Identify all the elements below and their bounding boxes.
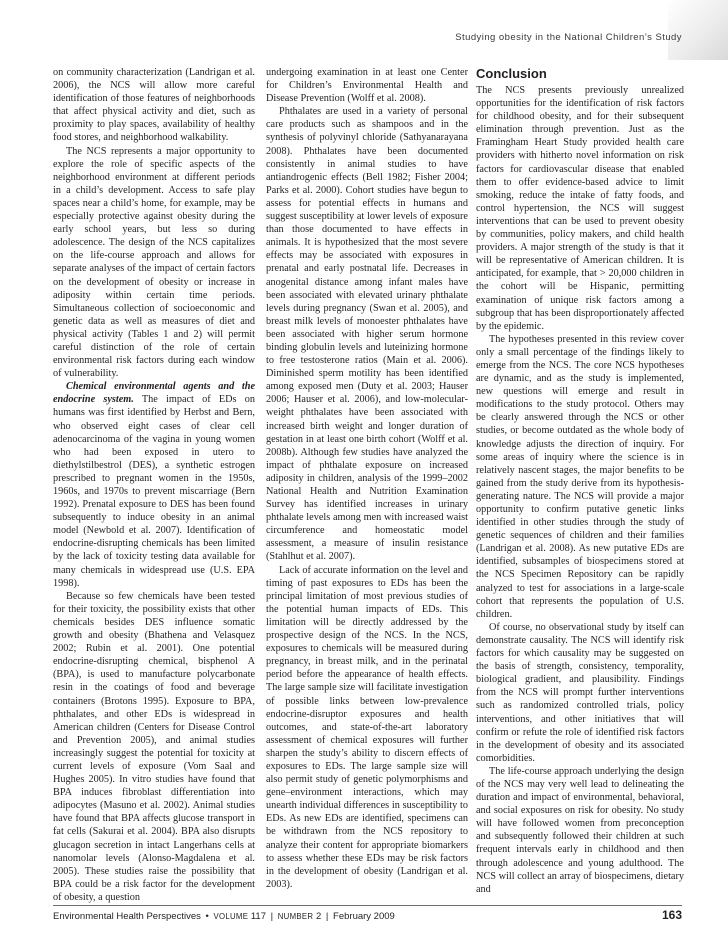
number-label: NUMBER: [277, 912, 314, 921]
paragraph: [53, 380, 255, 590]
paragraph-text: The impact of EDs on humans was first identified by Herbst and Bern, who observed eight cases of clear cell adenocarcinoma of the vagina in young women who had been exposed in utero to diethylstilbestrol (DES), a synthetic estrogen prescribed to pregnant women in the 1950s, 1960s, and 1970s to prevent miscarriage (Bern 1992). Prenatal exposure to DES has been found subsequently to induce obesity in an animal model (Newbold et al. 2007). Identification of endocrine-disrupting chemicals has been limited by the lack of toxicity testing data available for many chemicals in widespread use (U.S. EPA 1998).: [53, 394, 255, 589]
page-number: 163: [661, 908, 682, 922]
paragraph: The life-course approach underlying the design of the NCS may very well lead to delineating the duration and impact of environmental, behavioral, and social exposures on risk for obesity. No study will have followed women from preconception and subsequently followed their children at such frequent intervals early in childhood and then through adolescence and young adulthood. The NCS will collect an array of biospecimens, dietary and: [476, 765, 684, 895]
paragraph: Of course, no observational study by itself can demonstrate causality. The NCS will identify risk factors for which causality may be suggested on the basis of strength, consistency, temporality, biological gradient, and plausibility. Findings from the NCS will prompt further interventions such as randomized controlled trials, policy interventions, and other initiatives that will confirm or refute the role of identified risk factors in the development of obesity and its associated comorbidities.: [476, 621, 684, 764]
text-column-3: [476, 66, 684, 896]
volume-number: 117: [250, 911, 266, 922]
journal-name: Environmental Health Perspectives: [53, 911, 201, 922]
citation-separator: |: [325, 911, 329, 922]
text-column-2: [266, 66, 468, 891]
paragraph: undergoing examination in at least one Center for Children’s Environmental Health and Disease Prevention (Wolff et al. 2008).: [266, 67, 468, 105]
text-column-1: [53, 66, 255, 904]
issue-date: February 2009: [333, 911, 395, 922]
section-heading-conclusion: Conclusion: [476, 66, 547, 81]
journal-citation: [53, 911, 395, 922]
paragraph: Phthalates are used in a variety of personal care products such as shampoos and in the synthesis of polyvinyl chloride (Sathyanarayana 2008). Phthalates have been documented consistently in animal studies to have antiandrogenic effects (Bell 1982; Fisher 2004; Parks et al. 2000). Cohort studies have begun to assess for potential effects in humans and suggest susceptibility at lower levels of exposure than those documented to have effects in animals. It is hypothesized that the most severe effects may be associated with exposures in prenatal and early postnatal life. Decreases in anogenital distance among infant males have been associated with elevated urinary phthalate levels during pregnancy (Swan et al. 2005), and breast milk levels of monoester phthalates have been associated with higher serum hormone binding globulin levels and luteinizing hormone to free testosterone ratios (Main et al. 2006). Diminished sperm motility has been identified among exposed men (Duty et al. 2003; Hauser 2006; Hauser et al. 2006), and low-molecular-weight phthalates have been associated with increased birth weight and longer duration of gestation in at least one birth cohort (Wolff et al. 2008b). Although few studies have analyzed the impact of phthalate exposure on increased adiposity in children, analysis of the 1999–2002 National Health and Nutrition Examination Survey has identified increases in urinary phthalate levels among men with increased waist circumference and homeostatic model assessment, a measure of insulin resistance (Stahlhut et al. 2007).: [266, 106, 468, 563]
footer-rule: [53, 905, 682, 906]
citation-separator: |: [270, 911, 274, 922]
section-subheading: Chemical environmental agents and the endocrine system.: [53, 381, 255, 406]
paragraph: Because so few chemicals have been tested for their toxicity, the possibility exists that other chemicals besides DES influence somatic growth and obesity (Bhathena and Velasquez 2002; Rubin et al. 2001). One potential endocrine-disrupting chemical, bisphenol A (BPA), is used to manufacture polycarbonate resin in the coatings of food and beverage containers (Brotons 1995). Exposure to BPA, phthalates, and other EDs is widespread in American children (Centers for Disease Control and Prevention 2005), and animal studies increasingly suggest the potential for toxicity at current levels of exposure (Vom Saal and Hughes 2005). In vitro studies have found that BPA induces fibroblast differentiation into adipocytes (Masuno et al. 2002). Animal studies have found that BPA affects glucose transport in fat cells (Sakurai et al. 2004). BPA also disrupts glucagon secretion in intact Langerhans cells at nanomolar levels (Alonso-Magdalena et al. 2005). These studies raise the possibility that BPA could be a risk factor for the development of obesity, a question: [53, 590, 255, 903]
corner-decoration: [668, 0, 728, 60]
citation-bullet: •: [205, 911, 209, 922]
volume-label: VOLUME: [213, 912, 249, 921]
paragraph: The NCS presents previously unrealized opportunities for the identification of risk factors for childhood obesity, and for their subsequent elimination through prevention. Just as the Framingham Heart Study provided health care providers with hitherto novel information on risk factors for cardiovascular disease that enabled them to offer evidence-based advice to limit smoking, reduce the intake of fatty foods, and control hypertension, the NCS will suggest interventions that can be used to prevent obesity by communities, policy makers, and child health providers. A major strength of the study is that it will be representative of American children. It is anticipated, for example, that > 20,000 children in the cohort will be Hispanic, permitting examination of unique risk factors among a subgroup that has been disproportionately affected by the epidemic.: [476, 85, 684, 332]
paragraph: The NCS represents a major opportunity to explore the role of specific aspects of the neighborhood environment at different periods in a child’s development. Access to safe play spaces near a child’s home, for example, may be especially protective against obesity during the early school years, but less so during adolescence. The design of the NCS capitalizes on the life-course approach and allows for separate analyses of the impact of certain factors on the development of obesity or increase in adiposity within certain time periods. Simultaneous collection of socioeconomic and genetic data as well as measures of diet and physical activity (Tables 1 and 2) will permit careful distinction of the role of certain environmental risk factors during each window of vulnerability.: [53, 145, 255, 380]
running-head: Studying obesity in the National Children’s Study: [455, 32, 682, 43]
paragraph: Lack of accurate information on the level and timing of past exposures to EDs has been the principal limitation of most previous studies of the potential human impacts of EDs. This limitation will be directly addressed by the prospective design of the NCS. In the NCS, exposures to chemicals will be measured during pregnancy, in breast milk, and in the perinatal period before the appearance of health effects. The large sample size will facilitate investigation of possible links between low-prevalence endocrine-disruptor exposures and health outcomes, and state-of-the-art laboratory assessment of chemical exposures will further sharpen the study’s ability to discern effects of exposures to EDs. The large sample size will also permit study of genetic polymorphisms and gene–environment interactions, which may unearth individual differences in susceptibility to EDs. As new EDs are identified, specimens can be withdrawn from the NCS repository to analyze their content for appropriate biomarkers to assess whether these EDs may be risk factors in the development of obesity (Landrigan et al. 2003).: [266, 564, 468, 890]
paragraph: on community characterization (Landrigan et al. 2006), the NCS will allow more careful identification of those features of neighborhoods that affect physical activity and diet, such as proximity to play spaces, availability of healthy food stores, and neighborhood walkability.: [53, 67, 255, 144]
paragraph: The hypotheses presented in this review cover only a small percentage of the findings likely to emerge from the NCS. The core NCS hypotheses are dynamic, and as the study is implemented, new questions will emerge and result in modifications to the study protocol. Others may be clearly answered through the NCS or other studies, or become outdated as the whole body of knowledge adjusts the direction of inquiry. For some areas of inquiry where the science is in relatively nascent stages, the major benefits to be gained from the study derive from its hypothesis-generating nature. The NCS will provide a major opportunity to confirm putative genetic links identified in other studies through the study of genetic sequences of children and their families (Landrigan et al. 2008). As new putative EDs are identified, subsamples of biospecimens stored at the NCS Specimen Repository can be rapidly analyzed to test for associations in a large-scale cohort that represents the population of U.S. children.: [476, 333, 684, 620]
issue-number: 2: [315, 911, 322, 922]
